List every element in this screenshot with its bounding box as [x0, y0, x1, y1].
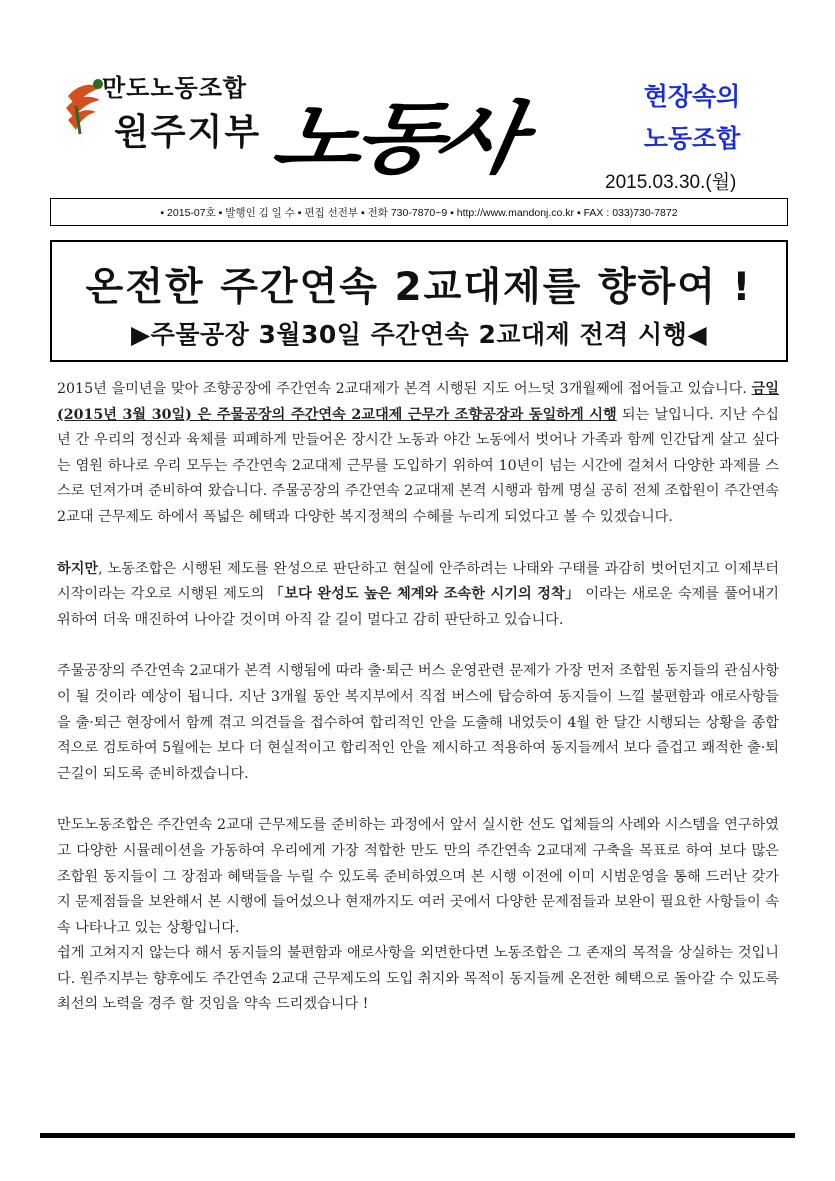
article-paragraph-5: 쉽게 고쳐지지 않는다 해서 동지들의 불편함과 애로사항을 외면한다면 노동조합은 그 존재의 목적을 상실하는 것입니다. 원주지부는 향후에도 주간연속 2교대 근무제도의 도입 취지와 목적이 동지들께 온전한 혜택으로 돌아갈 수 있도록 최선의 노력을 경주 할 것임을 약속 드리겠습니다 ! — [57, 945, 779, 1013]
article-paragraph-2 — [57, 557, 779, 634]
org-name: 만도노동조합 — [102, 74, 248, 102]
footer-rule — [40, 1133, 795, 1138]
slogan-line-2: 노동조합 — [643, 124, 741, 153]
paragraph-text: 되는 날입니다. 지난 수십년 간 우리의 정신과 육체를 피폐하게 만들어온 장시간 노동과 야간 노동에서 벗어나 가족과 함께 인간답게 살고 싶다는 염원 하나로 우리 모두는 주간연속 2교대제 근무를 도입하기 위하여 10년이 넘는 시간에 걸쳐서 다양한 과제를 스스로 던져가며 준비하여 왔습니다. 주물공장의 주간연속 2교대제 본격 시행과 함께 명실 공히 전체 조합원이 주간연속 2교대 근무제도 하에서 폭넓은 혜택과 다양한 복지정책의 수혜를 누리게 되었다고 볼 수 있겠습니다. — [57, 406, 780, 525]
paragraph-text: 이라는 새로운 숙제를 풀어내기 위하여 더욱 매진하여 나아갈 것이며 아직 갈 길이 멀다고 감히 판단하고 있습니다. — [57, 586, 779, 628]
slogan-line-1: 현장속의 — [643, 82, 741, 111]
branch-name: 원주지부 — [114, 112, 262, 153]
union-emblem-icon — [62, 76, 106, 136]
slogan — [612, 76, 772, 160]
article-paragraph-4: 만도노동조합은 주간연속 2교대 근무제도를 준비하는 과정에서 앞서 실시한 선도 업체들의 사례와 시스템을 연구하였고 다양한 시뮬레이션을 가동하여 우리에게 가장 적합한 만도 만의 주간연속 2교대제 구축을 목표로 하여 보다 많은 조합원 동지들이 그 장점과 혜택들을 누릴 수 있도록 준비하였으며 본 시행 이전에 이미 시범운영을 통해 드러난 갖가지 문제점들을 보완해서 본 시행에 들어섰으나 현재까지도 여러 곳에서 다양한 문제점들과 보완이 필요한 사항들이 속속 나타나고 있는 상황입니다. — [57, 817, 779, 936]
paragraph-text: 2015년 을미년을 맞아 조향공장에 주간연속 2교대제가 본격 시행된 지도 어느덧 3개월째에 접어들고 있습니다. — [57, 381, 752, 397]
article-paragraph-3: 주물공장의 주간연속 2교대가 본격 시행됨에 따라 출·퇴근 버스 운영관련 문제가 가장 먼저 조합원 동지들의 관심사항이 될 것이라 예상이 됩니다. 지난 3개월 동안 복지부에서 직접 버스에 탑승하여 동지들이 느낄 불편함과 애로사항들을 출·퇴근 현장에서 함께 겪고 의견들을 접수하여 합리적인 안을 도출해 내었듯이 4월 한 달간 시행되는 상황을 종합적으로 검토하여 5월에는 보다 더 현실적이고 합리적인 안을 제시하고 적용하여 동지들께서 보다 즐겁고 쾌적한 출·퇴근길이 되도록 준비하겠습니다. — [57, 663, 779, 782]
masthead-logo — [266, 80, 572, 190]
emphasis-text: 하지만 — [57, 560, 99, 577]
union-logo-block — [62, 68, 262, 158]
article-paragraph-1 — [57, 377, 779, 531]
paragraph-text: , 노동조합은 시행된 제도를 완성으로 판단하고 현실에 안주하려는 나태와 구태를 과감히 벗어던지고 이제부터 시작이라는 각오로 시행된 제도의 — [57, 560, 779, 603]
headline-subtitle: ▶주물공장 3월30일 주간연속 2교대제 전격 시행◀ — [130, 320, 708, 349]
masthead-title: 노동사 — [266, 92, 523, 184]
headline-box — [50, 240, 788, 362]
highlighted-text: 금일 (2015년 3월 30일) 은 주물공장의 주간연속 2교대제 근무가 조향공장과 동일하게 시행 — [57, 381, 779, 423]
publication-info-bar: ▪ 2015-07호 ▪ 발행인 김 일 수 ▪ 편집 선전부 ▪ 전화 730-7870~9 ▪ http://www.mandonj.co.kr ▪ FAX : 033)730-7872 — [50, 198, 788, 226]
highlighted-text: 「보다 완성도 높은 체계와 조속한 시기의 정착」 — [269, 586, 581, 603]
headline-title: 온전한 주간연속 2교대제를 향하여 ! — [85, 265, 753, 310]
article-body — [57, 377, 779, 1018]
issue-date: 2015.03.30.(월) — [605, 172, 737, 193]
